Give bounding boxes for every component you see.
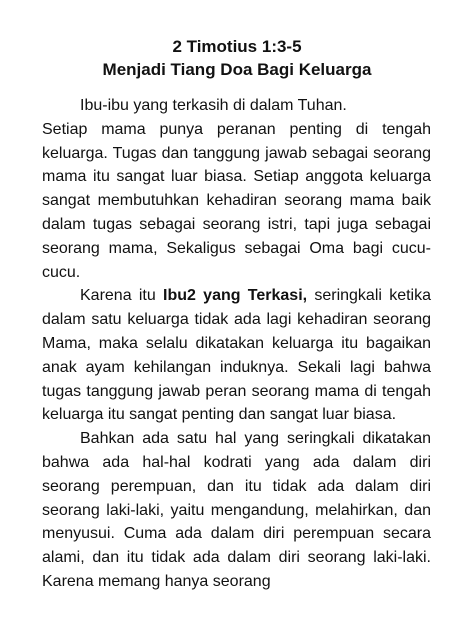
passage-reference: 2 Timotius 1:3-5 [172, 37, 302, 56]
paragraph-2-bold-address: Ibu2 yang Terkasi, [163, 287, 308, 305]
salutation-paragraph [42, 94, 431, 118]
salutation: Ibu-ibu yang terkasih di dalam Tuhan. [80, 97, 347, 114]
paragraph-2-start: Karena itu [80, 287, 164, 305]
paragraph-1: Setiap mama punya peranan penting di tengah keluarga. Tugas dan tanggung jawab sebagai seorang mama itu sangat luar biasa. Setiap anggota keluarga sangat membutuhkan kehadiran seorang mama baik dalam tugas sebagai seorang istri, tapi juga sebagai seorang mama, Sekaligus sebagai Oma bagi cucu-cucu. [42, 120, 431, 281]
paragraph-2-rest: seringkali ketika dalam satu keluarga tidak ada lagi kehadiran seorang Mama, maka selalu dikatakan keluarga itu bagaikan anak ayam kehilangan induknya. Sekali lagi bahwa tugas tanggung jawab peran seorang mama di tengah keluarga itu sangat penting dan sangat luar biasa. [42, 287, 432, 424]
paragraph-3-text: Bahkan ada satu hal yang seringkali dikatakan bahwa ada hal-hal kodrati yang ada dalam diri seorang perempuan, dan itu tidak ada dalam diri seorang laki-laki, yaitu mengandung, melahirkan, dan menyusui. Cuma ada dalam diri perempuan secara alami, dan itu tidak ada dalam diri seorang laki-laki. Karena memang hanya seorang [42, 430, 431, 590]
sermon-title: Menjadi Tiang Doa Bagi Keluarga [102, 60, 372, 79]
body-text [42, 94, 431, 594]
paragraph-3 [42, 427, 431, 594]
paragraph-2 [42, 284, 431, 427]
